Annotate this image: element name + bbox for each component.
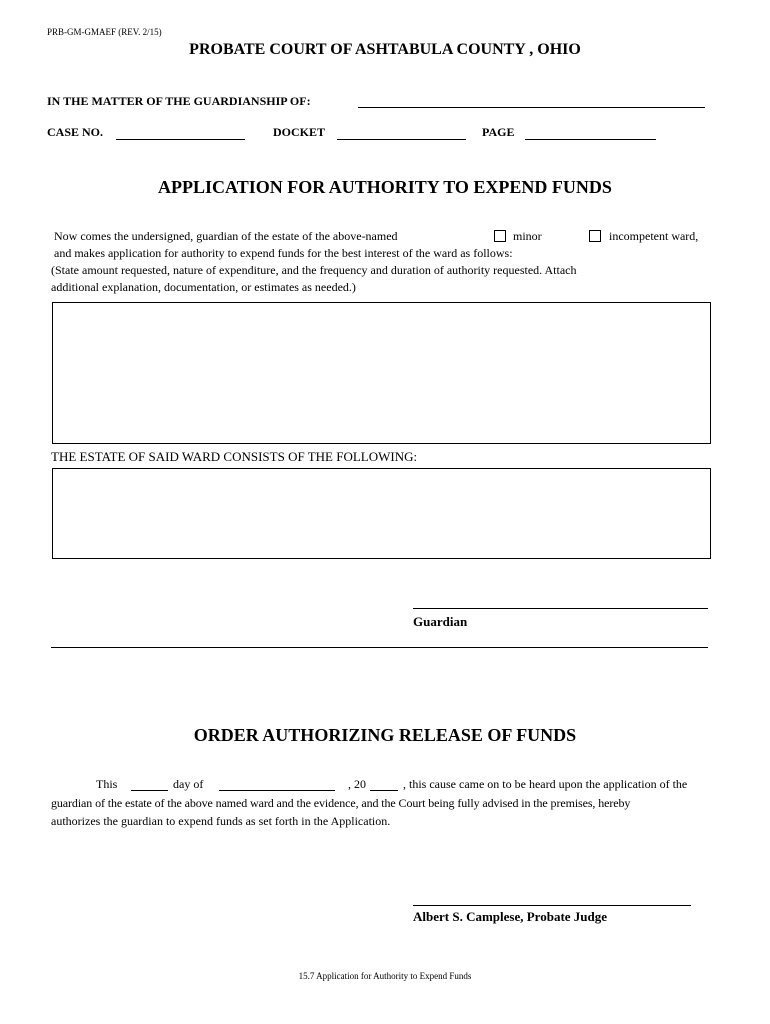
order-day-of: day of bbox=[173, 777, 204, 791]
order-day-field[interactable] bbox=[131, 790, 168, 791]
instructions-line-1: (State amount requested, nature of expenditure, and the frequency and duration of authority requested. Attach bbox=[51, 263, 577, 277]
minor-checkbox[interactable] bbox=[494, 230, 506, 242]
order-line-2: guardian of the estate of the above named ward and the evidence, and the Court being fully advised in the premises, hereby bbox=[51, 796, 631, 810]
form-id: PRB-GM-GMAEF (REV. 2/15) bbox=[47, 27, 162, 37]
intro-line-2: and makes application for authority to expend funds for the best interest of the ward as follows: bbox=[54, 246, 513, 260]
section-divider bbox=[51, 647, 708, 648]
docket-field[interactable] bbox=[337, 139, 466, 140]
incompetent-ward-checkbox[interactable] bbox=[589, 230, 601, 242]
docket-label: DOCKET bbox=[273, 125, 326, 139]
estate-label: THE ESTATE OF SAID WARD CONSISTS OF THE FOLLOWING: bbox=[51, 449, 418, 464]
minor-label: minor bbox=[513, 229, 542, 243]
guardian-label: Guardian bbox=[413, 614, 468, 629]
incompetent-ward-label: incompetent ward, bbox=[609, 229, 699, 243]
expenditure-details-box[interactable] bbox=[52, 302, 711, 444]
order-line-3: authorizes the guardian to expend funds as set forth in the Application. bbox=[51, 814, 391, 828]
instructions-line-2: additional explanation, documentation, or estimates as needed.) bbox=[51, 280, 356, 294]
judge-label: Albert S. Camplese, Probate Judge bbox=[413, 909, 608, 924]
order-year-label: , 20 bbox=[348, 777, 366, 791]
court-title: PROBATE COURT OF ASHTABULA COUNTY , OHIO bbox=[189, 41, 581, 58]
order-this: This bbox=[96, 777, 118, 791]
intro-line-1: Now comes the undersigned, guardian of the estate of the above-named bbox=[54, 229, 398, 243]
case-no-label: CASE NO. bbox=[47, 125, 104, 139]
order-month-field[interactable] bbox=[219, 790, 335, 791]
estate-details-box[interactable] bbox=[52, 468, 711, 559]
ward-name-field[interactable] bbox=[358, 107, 705, 108]
order-year-field[interactable] bbox=[370, 790, 398, 791]
page-label: PAGE bbox=[482, 125, 515, 139]
footer-text: 15.7 Application for Authority to Expend Funds bbox=[298, 971, 472, 981]
matter-label: IN THE MATTER OF THE GUARDIANSHIP OF: bbox=[47, 94, 311, 108]
page-field[interactable] bbox=[525, 139, 656, 140]
order-title: ORDER AUTHORIZING RELEASE OF FUNDS bbox=[193, 725, 577, 745]
judge-signature-line[interactable] bbox=[413, 905, 691, 906]
application-title: APPLICATION FOR AUTHORITY TO EXPEND FUNDS bbox=[158, 177, 612, 197]
case-no-field[interactable] bbox=[116, 139, 245, 140]
guardian-signature-line[interactable] bbox=[413, 608, 708, 609]
order-line-1-end: , this cause came on to be heard upon the application of the bbox=[403, 777, 688, 791]
